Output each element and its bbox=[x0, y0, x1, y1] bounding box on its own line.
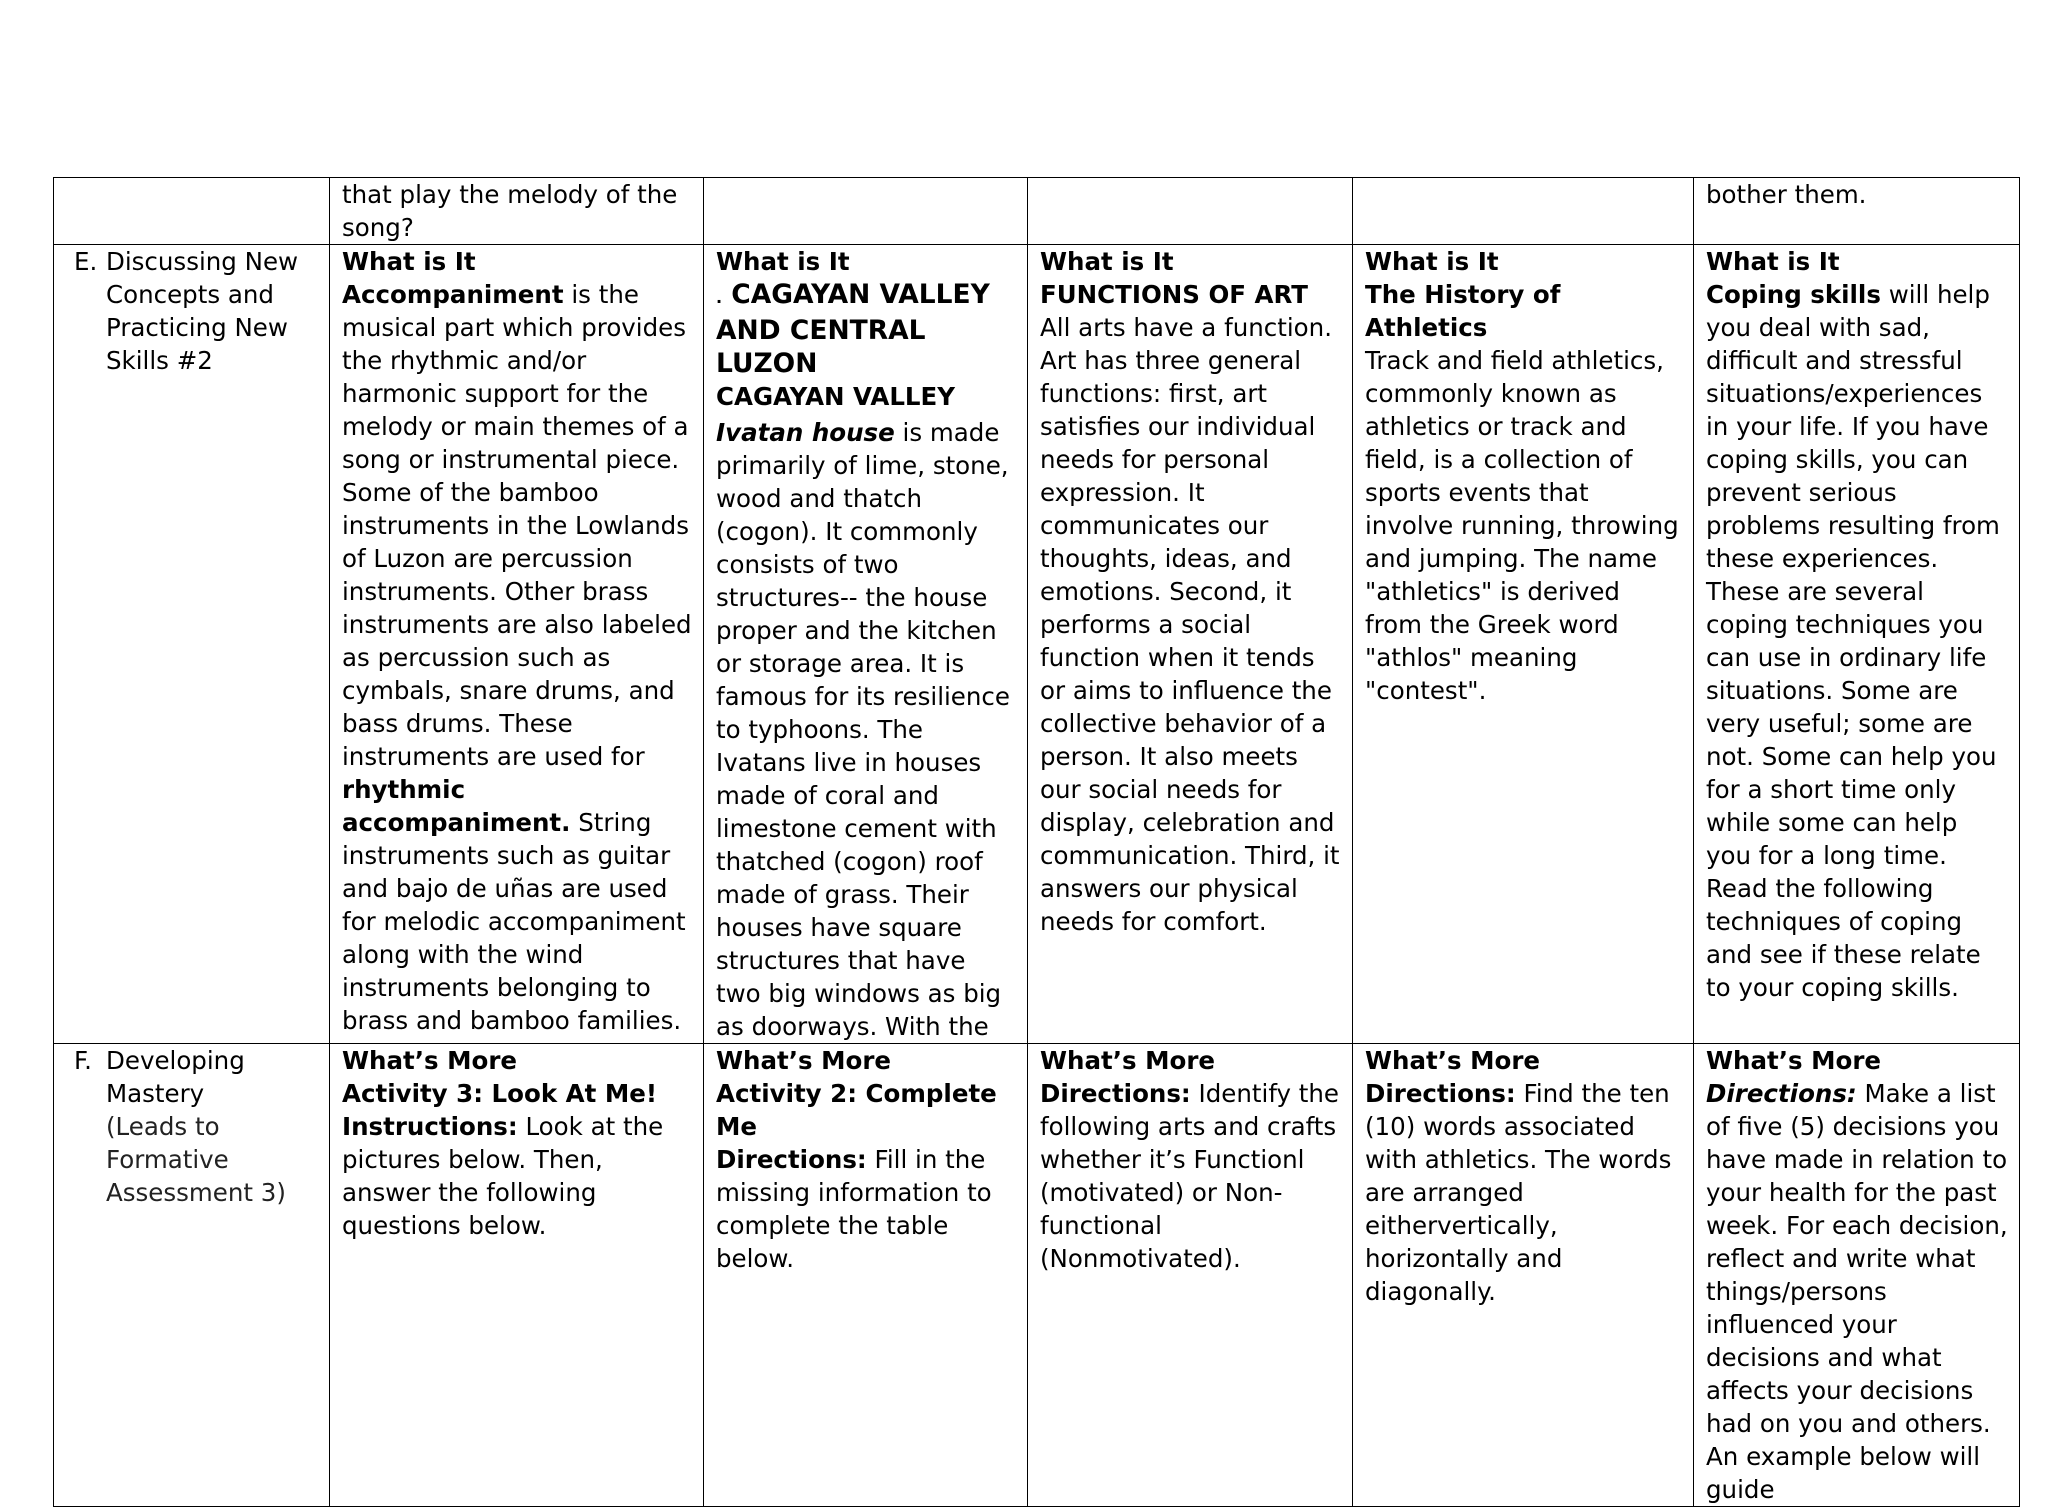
term-coping-skills: Coping skills bbox=[1706, 280, 1881, 309]
row-letter-e: E. bbox=[74, 247, 98, 276]
pe-text: Track and field athletics, commonly known as athletics or track and field, is a collection of sports events that involve running, throwing and jumping. The name "athletics" is derived from the Greek word "athlos" meaning "contest". bbox=[1365, 346, 1679, 705]
row-subtitle-f: (Leads to Formative Assessment 3) bbox=[106, 1112, 286, 1207]
pe-whats-more-cell bbox=[1353, 1044, 1694, 1507]
section-heading: What’s More bbox=[1365, 1046, 1541, 1075]
pe-title: The History of Athletics bbox=[1365, 280, 1561, 342]
directions-text: Make a list of five (5) decisions you have made in relation to your health for the past week. For each decision, reflect and write what things/persons influenced your decisions and what affects your decisions had on you and others. An example below will guide bbox=[1706, 1079, 2008, 1504]
art-cell-empty bbox=[1028, 178, 1353, 245]
section-heading: What is It bbox=[342, 247, 476, 276]
arts-text: is made primarily of lime, stone, wood and thatch (cogon). It commonly consists of two structures-- the house proper and the kitchen or storage area. It is famous for its resilience to typhoons. The Ivatans live in houses made of coral and limestone cement with thatched (cogon) roof made of grass. Their houses have square structures that have two big windows as big as doorways. With the bbox=[716, 418, 1010, 1041]
label-cell-empty bbox=[54, 178, 330, 245]
art-what-is-it-cell bbox=[1028, 245, 1353, 1044]
row-title-f: Developing Mastery bbox=[106, 1046, 245, 1108]
section-heading: What is It bbox=[1706, 247, 1840, 276]
music-continuation-text: that play the melody of the song? bbox=[342, 180, 678, 242]
term-accompaniment: Accompaniment bbox=[342, 280, 564, 309]
continuation-row bbox=[54, 178, 2020, 245]
music-cell bbox=[330, 178, 704, 245]
row-letter-f: F. bbox=[74, 1046, 92, 1075]
section-heading: What is It bbox=[716, 247, 850, 276]
section-heading: What is It bbox=[1365, 247, 1499, 276]
directions-label: Directions: bbox=[1040, 1079, 1191, 1108]
row-label-f bbox=[54, 1044, 330, 1507]
directions-text: Identify the following arts and crafts whether it’s Functionl (motivated) or Non-functional (Nonmotivated). bbox=[1040, 1079, 1340, 1273]
section-heading: What’s More bbox=[342, 1046, 518, 1075]
art-text: All arts have a function. Art has three general functions: first, art satisfies our individual needs for personal expression. It communicates our thoughts, ideas, and emotions. Second, it performs a social function when it tends or aims to influence the collective behavior of a person. It also meets our social needs for display, celebration and communication. Third, it answers our physical needs for comfort. bbox=[1040, 313, 1340, 936]
art-directions bbox=[1040, 1077, 1342, 1275]
art-body bbox=[1040, 278, 1342, 938]
arts-cell-empty bbox=[704, 178, 1028, 245]
arts-what-is-it-cell bbox=[704, 245, 1028, 1044]
health-body bbox=[1706, 278, 2009, 1004]
section-heading: What’s More bbox=[716, 1046, 892, 1075]
art-whats-more-cell bbox=[1028, 1044, 1353, 1507]
term-functions-of-art: FUNCTIONS OF ART bbox=[1040, 280, 1308, 309]
section-heading: What’s More bbox=[1040, 1046, 1216, 1075]
health-continuation-text: bother them. bbox=[1706, 180, 1867, 209]
activity-title: Activity 3: Look At Me! bbox=[342, 1079, 658, 1108]
arts-body bbox=[716, 380, 1017, 1043]
row-title-e: Discussing New Concepts and Practicing New Skills #2 bbox=[106, 247, 299, 375]
arts-title bbox=[716, 278, 1017, 380]
term-rhythmic-accompaniment: rhythmic accompaniment. bbox=[342, 775, 571, 837]
health-cell bbox=[1694, 178, 2020, 245]
pe-directions bbox=[1365, 1077, 1683, 1308]
health-text: will help you deal with sad, difficult and stressful situations/experiences in your life. If you have coping skills, you can prevent serious problems resulting from these experiences. These are several coping techniques you can use in ordinary life situations. Some are very useful; some are not. Some can help you for a short time only while some can help you for a long time. Read the following techniques of coping and see if these relate to your coping skills. bbox=[1706, 280, 2000, 1002]
music-text-1: is the musical part which provides the rhythmic and/or harmonic support for the melody or main themes of a song or instrumental piece. Some of the bamboo instruments in the Lowlands of Luzon are percussion instruments. Other brass instruments are also labeled as percussion such as cymbals, snare drums, and bass drums. These instruments are used for bbox=[342, 280, 692, 771]
pe-cell-empty bbox=[1353, 178, 1694, 245]
instructions-label: Instructions: bbox=[342, 1112, 518, 1141]
activity-title: Activity 2: Complete Me bbox=[716, 1079, 997, 1141]
music-what-is-it-cell bbox=[330, 245, 704, 1044]
health-whats-more-cell bbox=[1694, 1044, 2020, 1507]
row-developing-mastery bbox=[54, 1044, 2020, 1507]
arts-whats-more-cell bbox=[704, 1044, 1028, 1507]
directions-text: Find the ten (10) words associated with athletics. The words are arranged eithervertically, horizontally and diagonally. bbox=[1365, 1079, 1672, 1306]
term-ivatan-house: Ivatan house bbox=[716, 418, 895, 447]
directions-label: Directions: bbox=[1365, 1079, 1516, 1108]
row-discussing-new-concepts bbox=[54, 245, 2020, 1044]
music-text-2: String instruments such as guitar and bajo de uñas are used for melodic accompaniment along with the wind instruments belonging to brass and bamboo families. bbox=[342, 808, 686, 1035]
music-whats-more-cell bbox=[330, 1044, 704, 1507]
health-directions bbox=[1706, 1077, 2009, 1506]
arts-title-text: CAGAYAN VALLEY AND CENTRAL LUZON bbox=[716, 279, 990, 379]
directions-label: Directions: bbox=[716, 1145, 867, 1174]
health-what-is-it-cell bbox=[1694, 245, 2020, 1044]
instructions-text: Look at the pictures below. Then, answer the following questions below. bbox=[342, 1112, 664, 1240]
row-label-e bbox=[54, 245, 330, 1044]
directions-text: Fill in the missing information to complete the table below. bbox=[716, 1145, 992, 1273]
bullet-dot: . bbox=[716, 288, 723, 307]
directions-label: Directions: bbox=[1706, 1079, 1857, 1108]
music-instructions bbox=[342, 1110, 693, 1242]
section-heading: What is It bbox=[1040, 247, 1174, 276]
lesson-plan-table bbox=[53, 177, 2020, 1507]
pe-what-is-it-cell bbox=[1353, 245, 1694, 1044]
music-body bbox=[342, 278, 693, 1037]
arts-subtitle: CAGAYAN VALLEY bbox=[716, 382, 956, 411]
section-heading: What’s More bbox=[1706, 1046, 1882, 1075]
arts-directions bbox=[716, 1143, 1017, 1275]
